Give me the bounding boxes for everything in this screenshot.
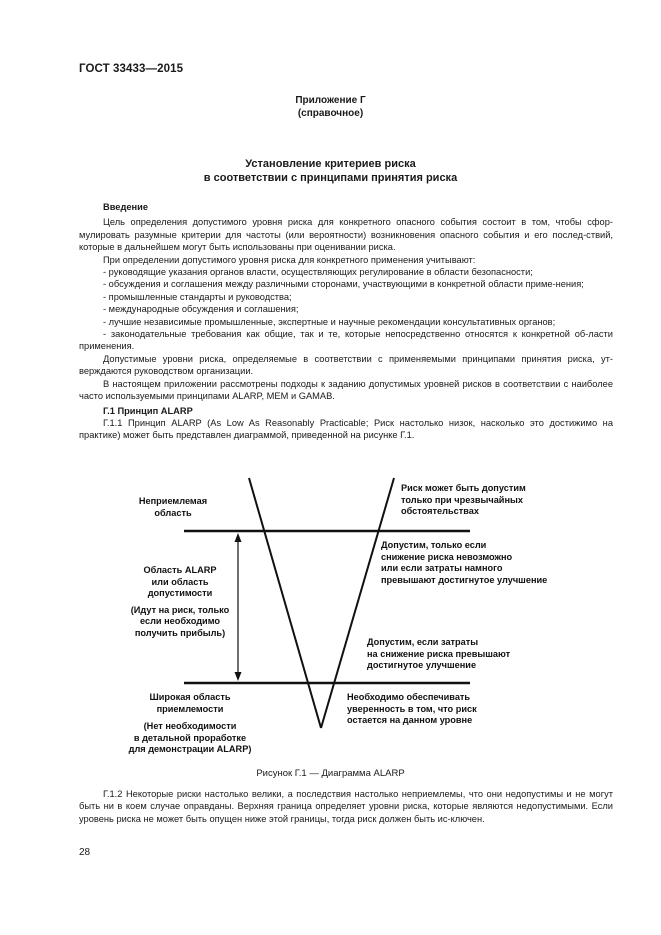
list-item: - обсуждения и соглашения между различными сторонами, участвующими в конкретной области приме-нения; xyxy=(103,279,584,290)
label-unacceptable-region: Неприемлемая область xyxy=(138,496,208,518)
intro-paragraph-3: Допустимые уровни риска, определяемые в соответствии с применяемыми принципами принятия риска, ут-верждаются руководством организации. xyxy=(79,353,613,377)
g12-section xyxy=(79,788,613,825)
arrow-head-down xyxy=(235,672,242,681)
list-item: - международные обсуждения и соглашения; xyxy=(103,304,299,315)
label-acceptable-region: Широкая область приемлемости (Нет необходимости в детальной проработке для демонстрации ALARP) xyxy=(128,692,252,754)
g1-paragraph: Г.1.1 Принцип ALARP (As Low As Reasonably Practicable; Риск настолько низок, насколько это достижимо на практике) может быть представлен диаграммой, приведенной на рисунке Г.1. xyxy=(79,417,613,441)
appendix-subtitle: (справочное) xyxy=(297,108,364,119)
label-right-top: Риск может быть допустим только при чрезвычайных обстоятельствах xyxy=(401,483,526,516)
label-right-bottom: Необходимо обеспечивать уверенность в том, что риск остается на данном уровне xyxy=(347,692,477,725)
figure-caption: Рисунок Г.1 — Диаграмма ALARP xyxy=(256,768,405,779)
label-right-mid: Допустим, только если снижение риска невозможно или если затраты намного превышают достигнутое улучшение xyxy=(381,540,548,585)
intro-paragraph-1: Цель определения допустимого уровня риска для конкретного опасного события состоит в том, чтобы сфор-мулировать разумные критерии для частоты (или вероятности) возникновения опасного события и его послед-ствий, которые в дальнейшем могут быть использованы при оценивании риска. xyxy=(79,217,613,253)
appendix-title: Приложение Г xyxy=(295,95,366,106)
intro-heading: Введение xyxy=(103,202,149,212)
section-title-line2: в соответствии с принципами принятия риска xyxy=(203,172,458,184)
triangle-left-edge xyxy=(249,478,321,728)
label-right-low: Допустим, если затраты на снижение риска превышают достигнутое улучшение xyxy=(367,637,511,670)
g1-heading: Г.1 Принцип ALARP xyxy=(103,405,193,416)
page-number: 28 xyxy=(79,847,91,858)
list-item: - лучшие независимые промышленные, экспертные и научные рекомендации консультативных органов; xyxy=(103,316,556,327)
label-alarp-region: Область ALARP или область допустимости (Идут на риск, только если необходимо получить прибыль) xyxy=(130,565,230,638)
list-item: - промышленные стандарты и руководства; xyxy=(103,291,292,302)
g12-paragraph: Г.1.2 Некоторые риски настолько велики, а последствия настолько неприемлемы, что они недопустимы и не могут быть ни в коем случае оправданы. Верхняя граница определяет уровни риска, которые являются недопустимыми. Если уровень риска не может быть опущен ниже этой границы, тогда риск должен быть ис-ключен. xyxy=(79,789,613,824)
standard-number: ГОСТ 33433—2015 xyxy=(79,63,184,75)
arrow-head-up xyxy=(235,533,242,542)
intro-paragraph-2: При определении допустимого уровня риска для конкретного применения учитывают: xyxy=(103,254,476,265)
list-item: - руководящие указания органов власти, осуществляющих регулирование в области безопасности; xyxy=(103,267,533,278)
section-title-line1: Установление критериев риска xyxy=(245,158,416,170)
list-item: - законодательные требования как общие, так и те, которые непосредственно относятся к конкретной об-ласти применения. xyxy=(79,329,613,352)
triangle-right-edge xyxy=(321,478,394,728)
intro-paragraph-4: В настоящем приложении рассмотрены подходы к заданию допустимых уровней рисков в соответствии с наиболее часто используемыми принципами ALARP, MEM и GAMAB. xyxy=(79,378,613,402)
